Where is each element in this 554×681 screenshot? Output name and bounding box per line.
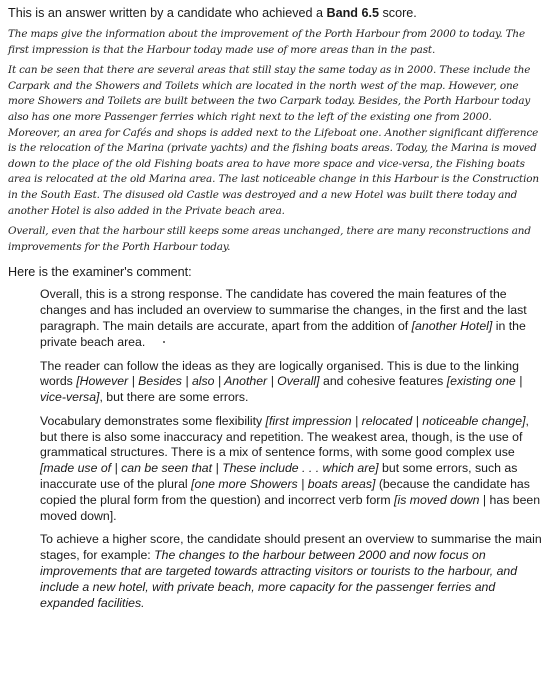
comment-paragraph-4: To achieve a higher score, the candidate should present an overview to summarise the main stages, for example: The changes to the harbour between 2000 and now focus on improvements that are targeted towards attracting visitors or tourists to the harbour, and include a new hotel, with private beach, more capacity for the passenger ferries and expanded facilities. bbox=[40, 532, 542, 610]
band-score: Band 6.5 bbox=[326, 6, 380, 20]
comment-paragraph-2: The reader can follow the ideas as they are logically organised. This is due to the linking words [However | Besides | also | Another | Overall] and cohesive features [existing one | vice-versa], but there are some errors. bbox=[40, 358, 523, 405]
essay-paragraph-1: The maps give the information about the improvement of the Porth Harbour from 2000 to today. The first impression is that the Harbour today made use of more areas than in the past. bbox=[8, 28, 525, 56]
comment-paragraph-3: Vocabulary demonstrates some flexibility [first impression | relocated | noticeable change], but there is also some inaccuracy and repetition. The weakest area, though, is the use of grammatical structures. There is a mix of sentence forms, with some good complex use [made use of | can be seen that | These include . . . which are] but some errors, such as inaccurate use of the plural [one more Showers | boats areas] (because the candidate has copied the plural form from the question) and incorrect verb form [is moved down | has been moved down]. bbox=[40, 413, 541, 523]
essay-paragraph-3: Overall, even that the harbour still keeps some areas unchanged, there are many reconstructions and improvements for the Porth Harbour today. bbox=[8, 225, 531, 253]
comment-header: Here is the examiner's comment: bbox=[8, 265, 192, 280]
essay-paragraph-2: It can be seen that there are several areas that still stay the same today as in 2000. These include the Carpark and the Showers and Toilets which are located in the north west of the map. However, one more Showers and Toilets are built between the two Carpark today. Besides, the Porth Harbour today also has one more Passenger ferries which right next to the left of the existing one from 2000. Moreover, an area for Cafés and shops is added next to the Lifeboat one. Another significant difference is the relocation of the Marina (private yachts) and the fishing boats areas. Today, the Marina is moved down to the place of the old Fishing boats area to have more space and vice-versa, the Fishing boats area is relocated at the old Marina area. The last noticeable change in this Harbour is the Construction in the South East. The disused old Castle was destroyed and a new Hotel was built there today and another Hotel is also added in the Private beach area. bbox=[8, 64, 539, 217]
comment-paragraph-1: Overall, this is a strong response. The candidate has covered the main features of the changes and has included an overview to summarise the changes, in the first and the last paragraph. The main details are accurate, apart from the addition of [another Hotel] in the private beach area. bbox=[40, 287, 527, 349]
intro-suffix: score. bbox=[379, 6, 417, 20]
candidate-essay bbox=[8, 27, 546, 255]
stray-dot bbox=[163, 341, 165, 343]
intro-text: This is an answer written by a candidate who achieved a bbox=[8, 6, 327, 20]
intro-line bbox=[8, 5, 546, 21]
examiner-comment bbox=[8, 287, 546, 611]
